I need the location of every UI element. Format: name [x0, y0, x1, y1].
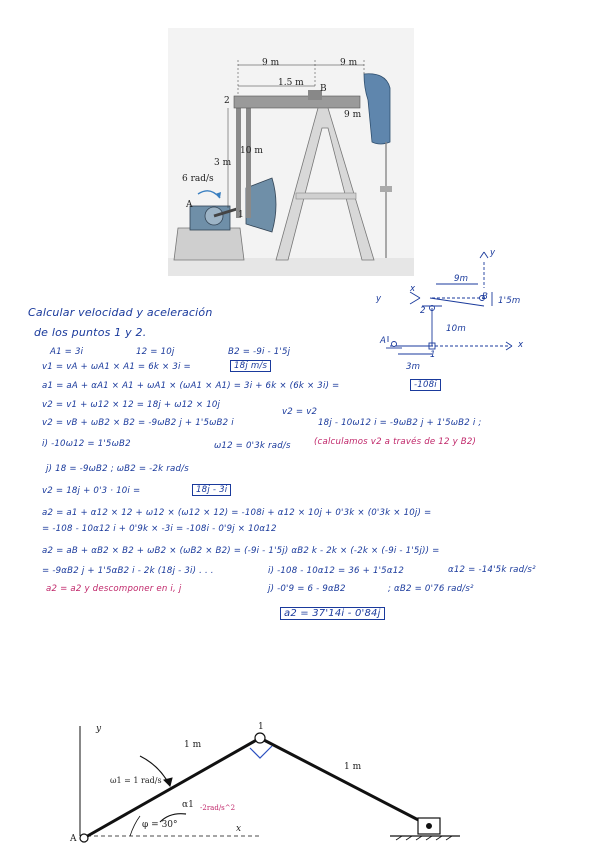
- linkage-length-left-label: 1 m: [184, 740, 202, 750]
- omega-12-result: ω12 = 0'3k rad/s: [214, 441, 291, 451]
- linkage-x-axis-label: x: [236, 824, 242, 834]
- linkage-alpha-value: -2rad/s^2: [200, 804, 236, 812]
- acceleration-i-component: i) -108 - 10α12 = 36 + 1'5α12: [268, 566, 405, 576]
- acceleration-2-b-expansion: = -9αB2 j + 1'5αB2 i - 2k (18j - 3i) . . .: [42, 566, 214, 576]
- dim-3m-label: 3 m: [214, 158, 232, 168]
- acceleration-j-component: j) -0'9 = 6 - 9αB2: [268, 584, 346, 594]
- vector-12: 12 = 10j: [136, 347, 175, 357]
- linkage-phi-label: φ = 30°: [142, 820, 178, 830]
- point-b-label: B: [320, 84, 327, 94]
- dim-9m-beam-label: 9 m: [344, 110, 362, 120]
- velocity-1-result: 18j m/s: [230, 360, 271, 372]
- sketch-x-left: x: [410, 284, 416, 294]
- dim-9m-left-label: 9 m: [262, 58, 280, 68]
- acceleration-2-result: a2 = 37'14i - 0'84j: [280, 607, 385, 620]
- notes-title-line-2: de los puntos 1 y 2.: [34, 326, 147, 339]
- sketch-dim-3m: 3m: [406, 362, 421, 372]
- acceleration-1-equation: a1 = aA + αA1 × A1 + ωA1 × (ωA1 × A1) = 3i + 6k × (6k × 3i) =: [42, 381, 340, 391]
- sketch-dim-9m: 9m: [454, 274, 469, 284]
- velocity-equality-note: v2 = v2: [282, 407, 318, 417]
- vector-a1: A1 = 3i: [50, 347, 84, 357]
- velocity-2-equation: v2 = 18j + 0'3 · 10i =: [42, 486, 141, 496]
- dim-1-5m-label: 1.5 m: [278, 78, 304, 88]
- linkage-y-axis-label: y: [96, 724, 102, 734]
- mechanism-figure: [168, 28, 414, 276]
- velocity-2-from-1: v2 = v1 + ω12 × 12 = 18j + ω12 × 10j: [42, 400, 221, 410]
- notes-title-line-1: Calcular velocidad y aceleración: [28, 306, 213, 319]
- mechanism-drawing: [168, 28, 414, 276]
- sketch-drawing: [362, 248, 562, 378]
- acceleration-2-expansion: = -108 - 10α12 i + 0'9k × -3i = -108i - 0'9j × 10α12: [42, 524, 277, 534]
- method-note: (calculamos v2 a través de 12 y B2): [314, 437, 477, 447]
- sketch-y-top: y: [490, 248, 496, 258]
- sketch-dim-1-5m: 1'5m: [498, 296, 521, 306]
- alpha-b2-result: ; αB2 = 0'76 rad/s²: [388, 584, 474, 594]
- dim-10m-label: 10 m: [240, 146, 263, 156]
- velocity-2-from-b: v2 = vB + ωB2 × B2 = -9ωB2 j + 1'5ωB2 i: [42, 418, 234, 428]
- linkage-point-1-label: 1: [258, 722, 264, 732]
- j-component-equation: j) 18 = -9ωB2 ; ωB2 = -2k rad/s: [46, 464, 189, 474]
- linkage-alpha-symbol: α1: [182, 800, 194, 810]
- dim-9m-right-label: 9 m: [340, 58, 358, 68]
- acceleration-2-from-1: a2 = a1 + α12 × 12 + ω12 × (ω12 × 12) = -108i + α12 × 10j + 0'3k × (0'3k × 10j) =: [42, 508, 432, 518]
- i-component-equation: i) -10ω12 = 1'5ωB2: [42, 439, 131, 449]
- linkage-point-a-label: A: [70, 834, 77, 844]
- acceleration-2-from-b: a2 = aB + αB2 × B2 + ωB2 × (ωB2 × B2) = (-9i - 1'5j) αB2 k - 2k × (-2k × (-9i - 1'5j)) =: [42, 546, 440, 556]
- alpha-12-result: α12 = -14'5k rad/s²: [448, 565, 536, 575]
- decompose-note: a2 = a2 y descomponer en i, j: [46, 584, 182, 594]
- sketch-diagram: [362, 248, 562, 378]
- omega-label: 6 rad/s: [182, 174, 214, 184]
- velocity-2-result: 18j - 3i: [192, 484, 231, 496]
- velocity-1-equation: v1 = vA + ωA1 × A1 = 6k × 3i =: [42, 362, 191, 372]
- linkage-length-right-label: 1 m: [344, 762, 362, 772]
- sketch-x-right: x: [518, 340, 524, 350]
- vector-b2: B2 = -9i - 1'5j: [228, 347, 291, 357]
- sketch-point-1: 1: [430, 350, 436, 360]
- velocity-equation-system: 18j - 10ω12 i = -9ωB2 j + 1'5ωB2 i ;: [318, 418, 482, 428]
- point-a-label: A: [186, 200, 193, 210]
- linkage-omega-label: ω1 = 1 rad/s: [110, 776, 162, 785]
- point-2-label: 2: [224, 96, 230, 106]
- sketch-point-b: B: [482, 292, 489, 302]
- linkage-figure: [60, 716, 480, 848]
- sketch-dim-10m: 10m: [446, 324, 466, 334]
- sketch-y-mid: y: [376, 294, 382, 304]
- sketch-point-2: 2: [420, 306, 426, 316]
- sketch-point-a: A: [380, 336, 387, 346]
- acceleration-1-result: -108i: [410, 379, 441, 391]
- point-1-label: 1: [238, 210, 244, 220]
